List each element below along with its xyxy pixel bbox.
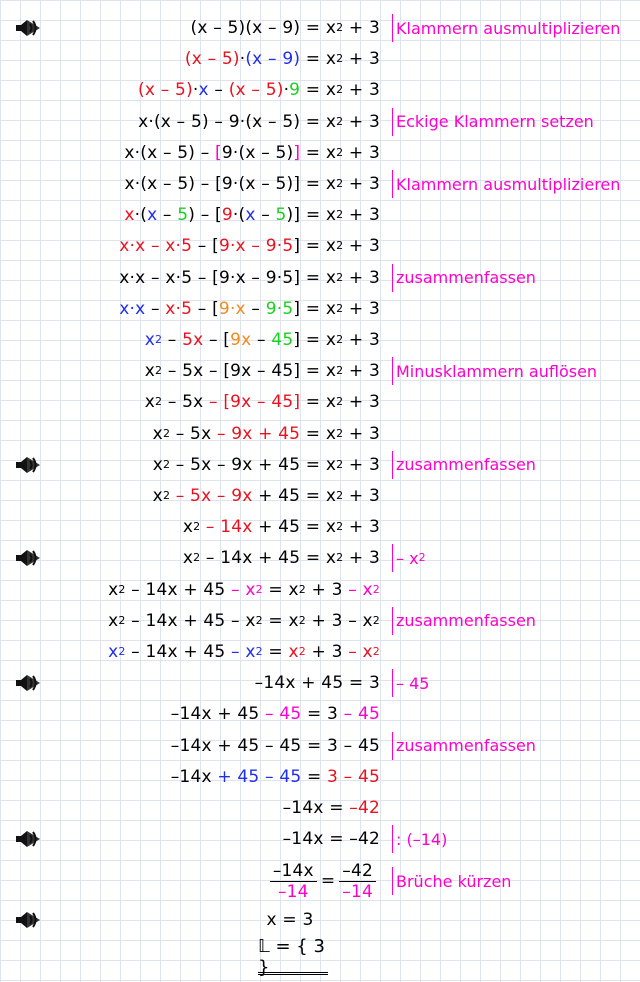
equation-term: x bbox=[108, 579, 119, 600]
equation-term: – [ bbox=[192, 236, 219, 257]
equation-term: ] = x bbox=[293, 330, 337, 350]
equation-term: + 3 bbox=[343, 454, 380, 475]
equation-term: 9 bbox=[221, 205, 233, 226]
equation-term: + 3 bbox=[343, 80, 380, 101]
equation-term: 9·5 bbox=[265, 298, 294, 319]
equation-step bbox=[0, 700, 640, 728]
equation-term: Eckige Klammern setzen bbox=[396, 112, 594, 132]
equation-term: (x – 5)(x – 9) = x bbox=[190, 18, 337, 38]
equation-term: – 5x bbox=[170, 423, 217, 444]
equation-term: x bbox=[288, 642, 299, 662]
equation-term: · bbox=[283, 80, 290, 101]
equation-term: = x bbox=[300, 392, 337, 413]
equation-term: – 45 bbox=[343, 704, 380, 725]
equation-term: Klammern ausmultiplizieren bbox=[396, 174, 621, 194]
equation-term: ) – [ bbox=[188, 205, 222, 226]
equation-step bbox=[0, 794, 640, 822]
equation-term: x bbox=[245, 205, 256, 226]
equation-step bbox=[0, 76, 640, 104]
step-equation: x 2 – 5x – 9x + 45 = x 2 + 3 bbox=[152, 486, 380, 506]
equation-step bbox=[0, 232, 640, 260]
equation-term: : (–14) bbox=[396, 829, 448, 849]
step-note bbox=[392, 607, 536, 635]
equation-term: – 45 bbox=[265, 704, 302, 725]
equation-term: + 3 bbox=[343, 423, 380, 444]
step-note bbox=[392, 264, 536, 292]
equation-term: = x bbox=[300, 142, 337, 163]
equation-term: + 3 bbox=[343, 236, 380, 257]
equation-term: + 3 bbox=[343, 392, 380, 413]
equation-term: – bbox=[145, 298, 166, 319]
equation-term: – bbox=[251, 330, 272, 350]
equation-term: –14x = bbox=[282, 798, 350, 818]
step-note bbox=[392, 451, 536, 479]
step-equation: x 2 – 14x + 45 = x 2 + 3 bbox=[182, 548, 380, 569]
equation-term: x bbox=[108, 642, 119, 662]
step-equation: (x – 5)(x – 9) = x 2 + 3 bbox=[190, 18, 380, 38]
equation-term: = x bbox=[262, 579, 299, 600]
equation-term: = bbox=[301, 766, 328, 787]
equation-term: [ bbox=[215, 142, 222, 163]
equation-term: – x bbox=[396, 548, 419, 568]
left-denominator: –14 bbox=[277, 881, 309, 902]
equation-term: + 3 bbox=[305, 579, 349, 600]
step-equation: x 2 – 14x + 45 = x 2 + 3 bbox=[182, 517, 380, 538]
equation-step bbox=[0, 45, 640, 73]
equation-step bbox=[0, 326, 640, 354]
step-equation: x 2 – 5x – [9x – 45] = x 2 + 3 bbox=[144, 361, 380, 382]
equation-term: · bbox=[192, 80, 199, 101]
equation-term: – 14x + 45 bbox=[125, 579, 232, 600]
step-equation: x 2 – 14x + 45 – x 2 = x 2 + 3 – x 2 bbox=[108, 642, 380, 662]
equation-term: – 45 bbox=[396, 673, 430, 693]
equation-term: – bbox=[255, 205, 276, 226]
step-note bbox=[392, 108, 594, 136]
equation-term: 9·(x – 5) bbox=[221, 142, 294, 163]
step-note bbox=[392, 14, 620, 42]
equation-term: + 3 bbox=[343, 517, 380, 538]
equation-term: + 3 bbox=[343, 111, 380, 132]
step-equation: x 2 – 14x + 45 – x 2 = x 2 + 3 – x 2 bbox=[108, 610, 380, 631]
equation-step bbox=[0, 513, 640, 541]
equation-term: Minusklammern auflösen bbox=[396, 361, 598, 381]
step-equation bbox=[0, 825, 380, 853]
equation-term: – [ bbox=[192, 298, 219, 319]
equation-step bbox=[0, 451, 640, 479]
equation-term: + 3 bbox=[343, 174, 380, 194]
equation-term: x bbox=[182, 548, 194, 569]
equation-term: + 45 = x bbox=[252, 517, 337, 538]
equation-step bbox=[0, 357, 640, 385]
equation-term: Klammern ausmultiplizieren bbox=[396, 18, 621, 38]
equation-term: + 3 bbox=[343, 298, 380, 319]
left-fraction bbox=[270, 861, 317, 902]
fraction-step bbox=[0, 860, 640, 902]
left-numerator: –14x bbox=[270, 861, 317, 882]
step-equation: x·(x – 5) – 9·(x – 5) = x 2 + 3 bbox=[138, 111, 380, 132]
equation-term: x bbox=[144, 392, 156, 413]
equation-term: 5x bbox=[182, 330, 204, 350]
equation-term: – 14x bbox=[205, 517, 253, 538]
equation-term: – 9x + 45 bbox=[216, 423, 301, 444]
equation-term: + 3 bbox=[305, 642, 349, 662]
equation-term: x·(x – 5) – bbox=[124, 142, 216, 163]
equation-term: – x bbox=[348, 579, 373, 600]
equation-term: x bbox=[182, 517, 194, 538]
step-equation: (x – 5) · (x – 9) = x 2 + 3 bbox=[184, 49, 380, 70]
equation-term: – 5x – 9x bbox=[175, 486, 253, 506]
equation-term: – 14x + 45 = x bbox=[200, 548, 337, 569]
right-numerator: –42 bbox=[339, 861, 376, 882]
equation-term: x·5 bbox=[165, 298, 193, 319]
equation-term: ] = x bbox=[293, 236, 337, 257]
equation-term: – 14x + 45 – x bbox=[125, 610, 256, 631]
step-equation bbox=[0, 669, 380, 697]
step-note bbox=[392, 357, 597, 385]
equation-term: zusammenfassen bbox=[396, 268, 536, 288]
equation-term: – [ bbox=[203, 330, 231, 350]
equation-step bbox=[0, 732, 640, 760]
result-step bbox=[0, 906, 640, 934]
step-equation: x·x – x·5 – [9·x – 9·5] = x 2 + 3 bbox=[119, 267, 380, 288]
equation-term: –14x + 45 bbox=[170, 704, 266, 725]
equation-term: + 3 bbox=[343, 486, 380, 506]
equation-term: x bbox=[108, 610, 119, 631]
step-equation: x 2 – 5x – 9x + 45 = x 2 + 3 bbox=[152, 454, 380, 475]
equation-term: –14x + 45 = 3 bbox=[254, 673, 380, 694]
step-note: Brüche kürzen bbox=[392, 867, 511, 895]
equation-term: (x – 9) bbox=[245, 49, 301, 70]
equation-step bbox=[0, 669, 640, 697]
equation-term: – bbox=[208, 80, 229, 101]
equation-term: = x bbox=[300, 423, 337, 444]
equation-term: x bbox=[147, 205, 158, 226]
equation-term: x bbox=[152, 423, 163, 444]
equation-term: = x bbox=[300, 49, 337, 70]
equation-step bbox=[0, 388, 640, 416]
equation-term: + 45 – 45 bbox=[217, 766, 302, 787]
equation-term: x bbox=[124, 205, 135, 226]
step-note bbox=[392, 669, 429, 697]
equation-term: –42 bbox=[349, 798, 380, 818]
equation-term: · bbox=[239, 49, 246, 70]
equation-term: = x bbox=[262, 610, 299, 631]
equation-term: + 3 – x bbox=[305, 610, 373, 631]
equation-step bbox=[0, 108, 640, 136]
result-equation: x = 3 bbox=[266, 910, 314, 930]
equation-term: 9·x bbox=[218, 298, 246, 319]
equation-step bbox=[0, 576, 640, 604]
step-note bbox=[392, 825, 447, 853]
equation-term: ] bbox=[293, 142, 301, 163]
equation-term: x·(x – 5) – [9·(x – 5)] = x bbox=[124, 174, 337, 194]
equation-term: x·x – x·5 bbox=[119, 236, 193, 257]
equation-term: ·( bbox=[134, 205, 148, 226]
equation-term: = 3 bbox=[301, 704, 344, 725]
equation-term: zusammenfassen bbox=[396, 455, 536, 475]
step-equation: x ·( x – 5 ) – [ 9 ·( x – 5 )] = x 2 + 3 bbox=[124, 205, 380, 226]
step-note: – x 2 bbox=[392, 544, 426, 572]
equation-step bbox=[0, 420, 640, 448]
solution-set: 𝕃 = { 3 } bbox=[258, 942, 328, 975]
right-denominator: –14 bbox=[342, 881, 373, 902]
equation-term: x bbox=[144, 330, 155, 350]
equation-term: x·x – x·5 – [9·x – 9·5] = x bbox=[119, 267, 337, 288]
equation-step bbox=[0, 201, 640, 229]
equation-term: – x bbox=[348, 642, 373, 662]
equation-term: ·( bbox=[232, 205, 246, 226]
step-equation bbox=[0, 763, 380, 791]
equation-term: 45 bbox=[271, 330, 294, 350]
equation-term: – bbox=[245, 298, 266, 319]
equation-term: 9·x – 9·5 bbox=[218, 236, 294, 257]
equation-step bbox=[0, 825, 640, 853]
equation-term: + 45 = x bbox=[252, 486, 337, 506]
equation-step bbox=[0, 544, 640, 572]
equation-term: + 3 bbox=[343, 548, 380, 569]
equation-term: – 5x bbox=[162, 392, 210, 413]
step-equation bbox=[0, 732, 380, 760]
equation-step bbox=[0, 638, 640, 666]
equation-term: 5 bbox=[177, 205, 189, 226]
equation-term: 3 – 45 bbox=[327, 766, 380, 787]
equation-term: –14x + 45 – 45 = 3 – 45 bbox=[170, 735, 380, 756]
equation-term: + 3 bbox=[343, 18, 380, 38]
equation-term: )] = x bbox=[286, 205, 337, 226]
step-note bbox=[392, 170, 620, 198]
equals-sign: = bbox=[320, 871, 336, 891]
equation-term: = x bbox=[300, 80, 337, 101]
step-equation: (x – 5) · x – (x – 5) · 9 = x 2 + 3 bbox=[138, 80, 380, 101]
step-equation bbox=[0, 794, 380, 822]
equation-term: – bbox=[157, 205, 178, 226]
equation-term: – x bbox=[231, 579, 256, 600]
equation-term: – 5x – [9x – 45] = x bbox=[162, 361, 337, 382]
step-equation: x 2 – 5x – 9x + 45 = x 2 + 3 bbox=[152, 423, 380, 444]
equation-step bbox=[0, 14, 640, 42]
right-fraction bbox=[339, 861, 376, 902]
step-equation bbox=[0, 700, 380, 728]
step-equation: x·x – x·5 – [ 9·x – 9·5 ] = x 2 + 3 bbox=[119, 236, 380, 257]
equation-term: 9x bbox=[230, 330, 252, 350]
fraction-equation bbox=[0, 860, 380, 902]
equation-term: – 5x – 9x + 45 = x bbox=[170, 454, 337, 475]
equation-term: + 3 bbox=[343, 267, 380, 288]
step-equation: x 2 – 5x – [ 9x – 45 ] = x 2 + 3 bbox=[144, 330, 380, 350]
equation-term: x bbox=[198, 80, 209, 101]
step-equation: x·(x – 5) – [9·(x – 5)] = x 2 + 3 bbox=[124, 174, 380, 194]
equation-term: 9 bbox=[289, 80, 301, 101]
equation-term: x bbox=[152, 454, 163, 475]
equation-term: zusammenfassen bbox=[396, 611, 536, 631]
equation-term: (x – 5) bbox=[184, 49, 240, 70]
step-equation: x·x – x·5 – [ 9·x – 9·5 ] = x 2 + 3 bbox=[119, 298, 380, 319]
equation-step bbox=[0, 482, 640, 510]
equation-term: + 3 bbox=[343, 142, 380, 163]
equation-step bbox=[0, 264, 640, 292]
step-equation: x 2 – 5x – [9x – 45] = x 2 + 3 bbox=[144, 392, 380, 413]
equation-term: x bbox=[144, 361, 156, 382]
equation-term: + 3 bbox=[343, 361, 380, 382]
step-equation: x 2 – 14x + 45 – x 2 = x 2 + 3 – x 2 bbox=[108, 579, 380, 600]
equation-term: + 3 bbox=[343, 205, 380, 226]
equation-term: x·(x – 5) – 9·(x – 5) = x bbox=[138, 111, 337, 132]
equation-term: ] = x bbox=[293, 298, 337, 319]
equation-term: + 3 bbox=[343, 330, 380, 350]
equation-step bbox=[0, 139, 640, 167]
equation-term: 5 bbox=[275, 205, 287, 226]
equation-term: = bbox=[262, 642, 289, 662]
speaker-icon[interactable] bbox=[14, 909, 42, 931]
equation-term: – bbox=[162, 330, 183, 350]
step-note bbox=[392, 732, 536, 760]
equation-term: – 14x + 45 bbox=[125, 642, 232, 662]
equation-term: x·x bbox=[119, 298, 146, 319]
step-equation: x·(x – 5) – [ 9·(x – 5) ] = x 2 + 3 bbox=[124, 142, 380, 163]
equation-step bbox=[0, 295, 640, 323]
equation-term: –14x bbox=[170, 766, 218, 787]
equation-term: –14x = –42 bbox=[282, 829, 380, 850]
equation-term: zusammenfassen bbox=[396, 736, 536, 756]
equation-term: – [9x – 45] bbox=[209, 392, 301, 413]
equation-step bbox=[0, 170, 640, 198]
equation-term: x bbox=[152, 486, 163, 506]
equation-term: + 3 bbox=[343, 49, 380, 70]
equation-term: – x bbox=[231, 642, 256, 662]
equation-step bbox=[0, 607, 640, 635]
equation-step bbox=[0, 763, 640, 791]
equation-term: (x – 5) bbox=[228, 80, 284, 101]
equation-term: (x – 5) bbox=[138, 80, 193, 101]
